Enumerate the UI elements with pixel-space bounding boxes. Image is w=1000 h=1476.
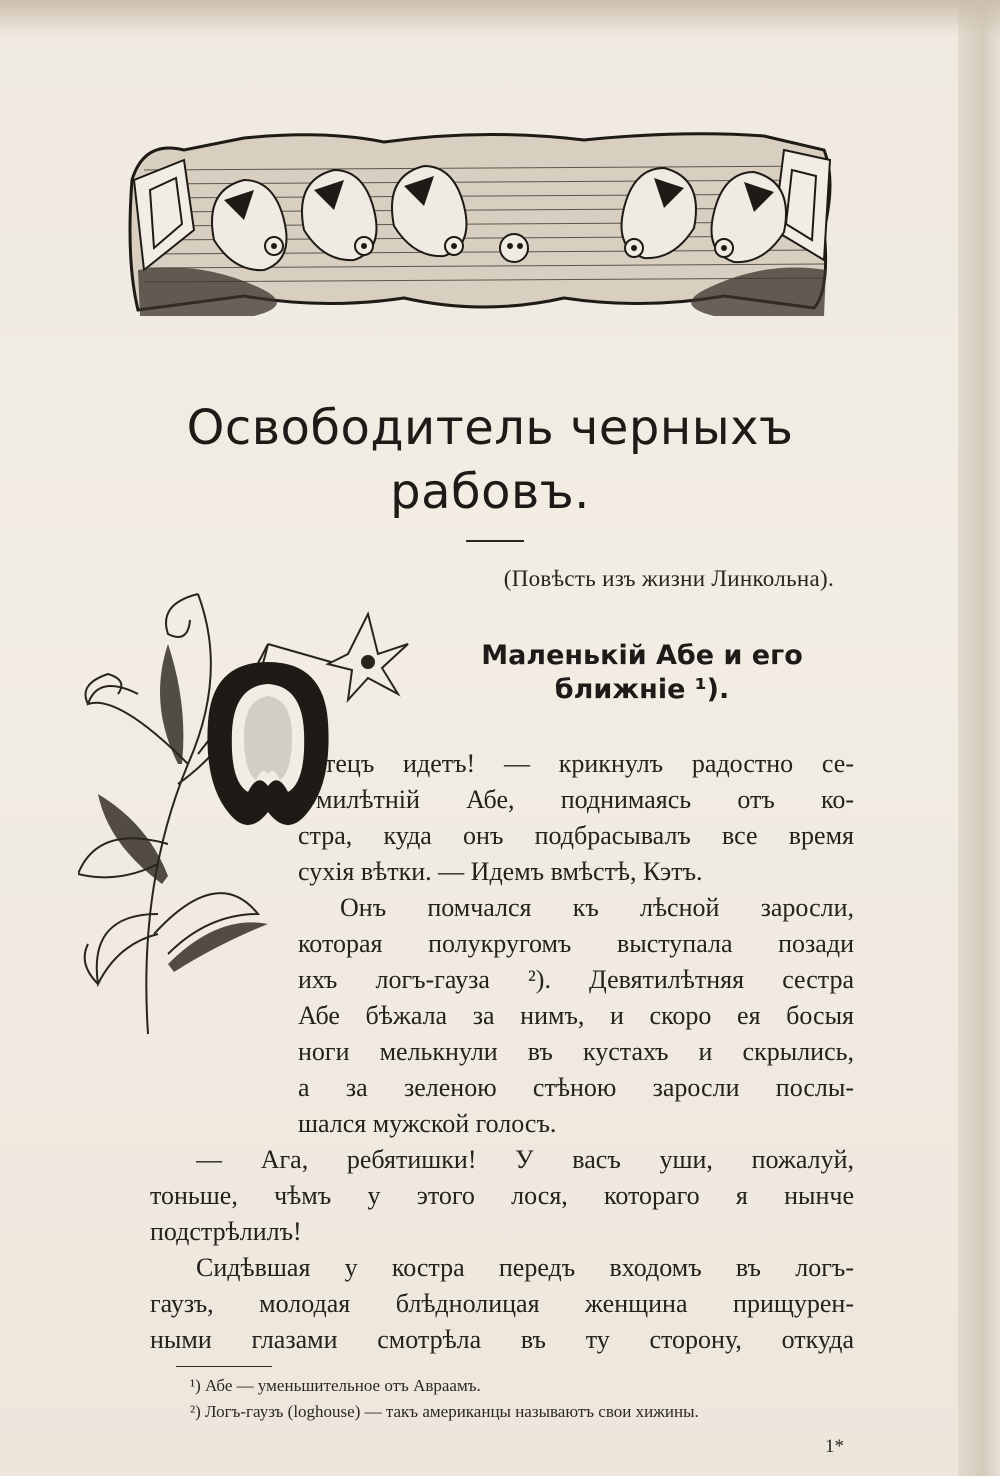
footnote-1: ¹) Абе — уменьшительное отъ Авраамъ.: [190, 1376, 481, 1395]
top-shadow: [0, 0, 1000, 36]
body-line-17: ными глазами смотрѣла въ ту сторону, откуда: [150, 1325, 854, 1354]
page-title-line-2: рабовъ.: [390, 464, 590, 520]
footnote-2: ²) Логъ-гаузъ (loghouse) — такъ американцы называютъ свои хижины.: [190, 1402, 699, 1421]
owl-headpiece-illustration: [124, 120, 840, 320]
footnote-divider: [176, 1366, 272, 1367]
body-line-9: ноги мелькнули въ кустахъ и скрылись,: [298, 1037, 854, 1066]
body-line-13: тоньше, чѣмъ у этого лося, котораго я нынче: [150, 1181, 854, 1210]
body-line-11: шался мужской голосъ.: [298, 1109, 557, 1138]
body-line-4: сухія вѣтки. — Идемъ вмѣстѣ, Кэтъ.: [298, 857, 703, 886]
body-line-2: милѣтній Абе, поднимаясь отъ ко-: [316, 785, 854, 814]
body-line-1: тецъ идетъ! — крикнулъ радостно се-: [324, 749, 854, 778]
body-line-14: подстрѣлилъ!: [150, 1217, 302, 1246]
body-line-12: — Ага, ребятишки! У васъ уши, пожалуй,: [196, 1145, 854, 1174]
title-divider: [466, 540, 524, 542]
body-line-7: ихъ логъ-гауза ²). Девятилѣтняя сестра: [298, 965, 854, 994]
body-line-5: Онъ помчался къ лѣсной заросли,: [340, 893, 854, 922]
chapter-title-line-1: Маленькій Абе и его: [481, 640, 803, 671]
page-number: 1*: [825, 1436, 844, 1457]
body-line-16: гаузъ, молодая блѣднолицая женщина прищурен-: [150, 1289, 854, 1318]
page-title-line-1: Освободитель черныхъ: [186, 400, 794, 456]
body-line-8: Абе бѣжала за нимъ, и скоро ея босыя: [298, 1001, 854, 1030]
chapter-title-line-2: ближніе ¹).: [554, 674, 730, 705]
body-line-10: а за зеленою стѣною заросли послы-: [298, 1073, 854, 1102]
body-line-6: которая полукругомъ выступала позади: [298, 929, 854, 958]
page-edge: [958, 0, 1000, 1476]
body-line-3: стра, куда онъ подбрасывалъ все время: [298, 821, 854, 850]
body-line-15: Сидѣвшая у костра передъ входомъ въ логъ-: [196, 1253, 854, 1282]
subtitle: (Повѣсть изъ жизни Линкольна).: [503, 566, 834, 591]
